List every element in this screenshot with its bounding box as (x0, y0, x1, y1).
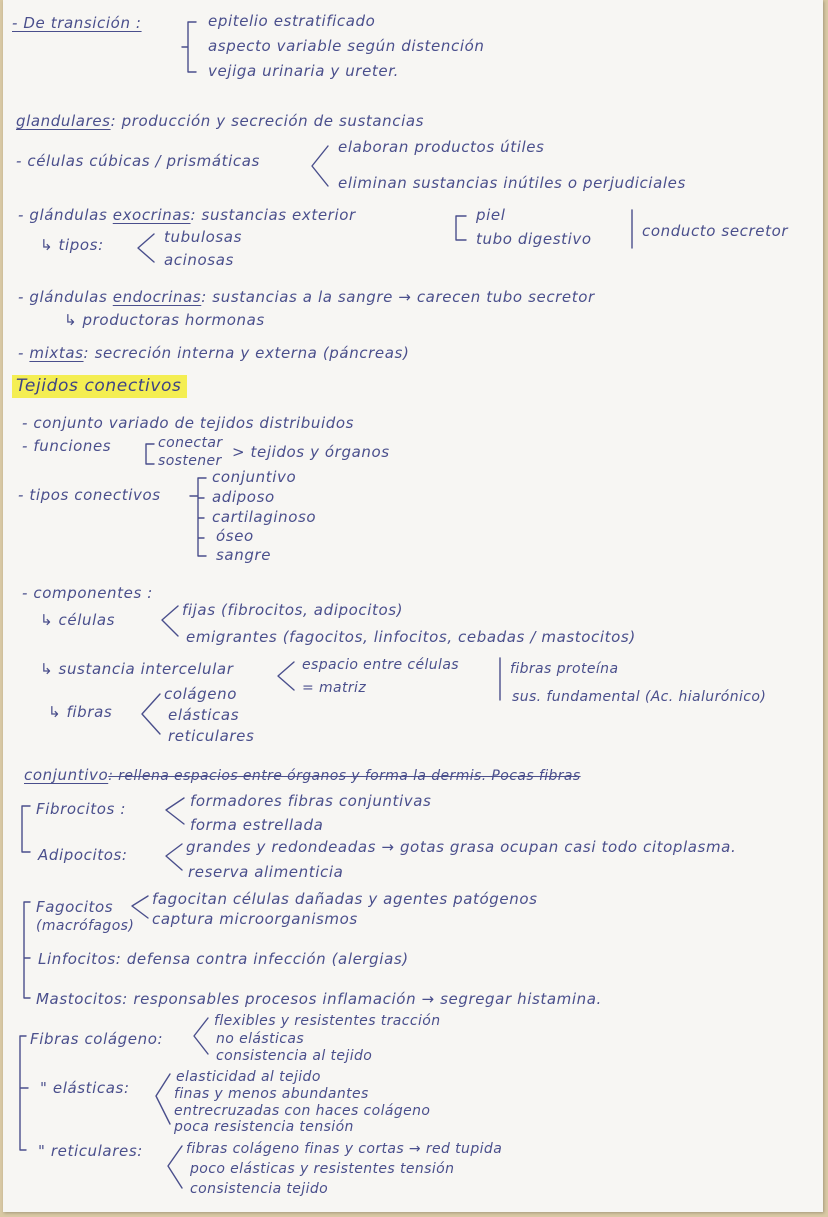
fibra-item: colágeno (164, 685, 238, 703)
fibra-item: elásticas (168, 706, 240, 724)
fibrocitos-item: formadores fibras conjuntivas (190, 792, 432, 810)
elasticas-item: finas y menos abundantes (174, 1086, 369, 1102)
exo-destino: tubo digestivo (476, 230, 592, 248)
transicion-item: aspecto variable según distención (208, 37, 485, 55)
tipo-conectivo: conjuntivo (212, 468, 297, 486)
elasticas-item: elasticidad al tejido (176, 1069, 321, 1085)
colageno-item: consistencia al tejido (216, 1048, 373, 1064)
glandulares-desc: : producción y secreción de sustancias (110, 112, 425, 130)
celulas-item: elaboran productos útiles (338, 138, 545, 156)
tipo-conectivo: óseo (216, 527, 254, 545)
celulas-label: - células cúbicas / prismáticas (16, 152, 260, 170)
fibras-label: ↳ fibras (48, 703, 113, 721)
componentes-label: - componentes : (22, 584, 153, 602)
elasticas-item: entrecruzadas con haces colágeno (174, 1103, 431, 1119)
adipocitos-label: Adipocitos: (38, 846, 128, 864)
reticulares-item: fibras colágeno finas y cortas → red tupida (186, 1141, 503, 1157)
tipos-label: ↳ tipos: (40, 236, 104, 254)
glandulares-title: glandulares (16, 112, 111, 130)
tipo-conectivo: sangre (216, 546, 272, 564)
glandulares-line (16, 112, 424, 130)
tipo-item: acinosas (164, 251, 234, 269)
fibrocitos-label: Fibrocitos : (36, 800, 126, 818)
transicion-title-text: - De transición : (12, 14, 142, 32)
celulas-conectivo-item: fijas (fibrocitos, adipocitos) (182, 601, 404, 619)
reticulares-item: consistencia tejido (190, 1181, 329, 1197)
fibra-item: reticulares (168, 727, 255, 745)
mixtas-line: - mixtas: secreción interna y externa (páncreas) (18, 344, 410, 362)
exo-destino: piel (476, 206, 506, 224)
exocrinas-prefix: - glándulas (18, 206, 108, 224)
conjuntivo-line (24, 766, 581, 785)
adipocitos-item: grandes y redondeadas → gotas grasa ocupan casi todo citoplasma. (186, 838, 737, 856)
transicion-item: epitelio estratificado (208, 12, 376, 30)
conjuntivo-struck-text: : rellena espacios entre órganos y forma la dermis. Pocas fibras (108, 768, 581, 784)
exocrinas-line (18, 206, 356, 224)
conjuntivo-title: conjuntivo (24, 766, 109, 784)
celulas-conectivo-item: emigrantes (fagocitos, linfocitos, cebadas / mastocitos) (186, 628, 636, 646)
funcion-item: sostener (158, 453, 222, 469)
endocrinas-word: endocrinas (112, 288, 202, 306)
sustancia-right: sus. fundamental (Ac. hialurónico) (512, 689, 767, 705)
adipocitos-item: reserva alimenticia (188, 863, 344, 881)
colageno-label: Fibras colágeno: (30, 1030, 164, 1048)
fagocitos-sub: (macrófagos) (36, 918, 135, 934)
tipo-conectivo: cartilaginoso (212, 508, 317, 526)
transicion-title (12, 14, 142, 32)
fagocitos-item: fagocitan células dañadas y agentes patógenos (152, 890, 538, 908)
conectivos-line1: - conjunto variado de tejidos distribuidos (22, 414, 355, 432)
exocrinas-rest: : sustancias exterior (190, 206, 356, 224)
sustancia-item: espacio entre células (302, 657, 460, 673)
sustancia-item: = matriz (302, 680, 367, 696)
conectivos-heading-text: Tejidos conectivos (12, 375, 187, 398)
sustancia-label: ↳ sustancia intercelular (40, 660, 234, 678)
transicion-item: vejiga urinaria y ureter. (208, 62, 399, 80)
celulas-conectivo-label: ↳ células (40, 611, 116, 629)
mixtas-rest: : secreción interna y externa (páncreas) (83, 344, 410, 362)
endocrinas-rest: : sustancias a la sangre → carecen tubo secretor (201, 288, 595, 306)
celulas-item: eliminan sustancias inútiles o perjudiciales (338, 174, 686, 192)
linfocitos-line: Linfocitos: defensa contra infección (alergias) (38, 950, 409, 968)
endocrinas-line (18, 288, 595, 306)
endocrinas-sub: ↳ productoras hormonas (64, 311, 265, 329)
colageno-item: flexibles y resistentes tracción (214, 1013, 441, 1029)
funcion-item: conectar (158, 435, 223, 451)
tipos-conectivos-label: - tipos conectivos (18, 486, 161, 504)
endocrinas-prefix: - glándulas (18, 288, 108, 306)
funciones-label: - funciones (22, 437, 112, 455)
elasticas-item: poca resistencia tensión (174, 1119, 354, 1135)
mastocitos-line: Mastocitos: responsables procesos inflamación → segregar histamina. (36, 990, 602, 1008)
reticulares-item: poco elásticas y resistentes tensión (190, 1161, 455, 1177)
colageno-item: no elásticas (216, 1031, 305, 1047)
mixtas-word: mixtas (29, 344, 84, 362)
conducto-secretor: conducto secretor (642, 222, 789, 240)
tipo-item: tubulosas (164, 228, 242, 246)
tipo-conectivo: adiposo (212, 488, 275, 506)
reticulares-label: " reticulares: (38, 1142, 143, 1160)
fagocitos-label: Fagocitos (36, 898, 114, 916)
sustancia-right: fibras proteína (510, 661, 619, 677)
fagocitos-item: captura microorganismos (152, 910, 358, 928)
conectivos-heading (12, 377, 187, 395)
funciones-target: > tejidos y órganos (232, 443, 390, 461)
fibrocitos-item: forma estrellada (190, 816, 324, 834)
elasticas-label: " elásticas: (40, 1079, 130, 1097)
exocrinas-word: exocrinas (112, 206, 191, 224)
